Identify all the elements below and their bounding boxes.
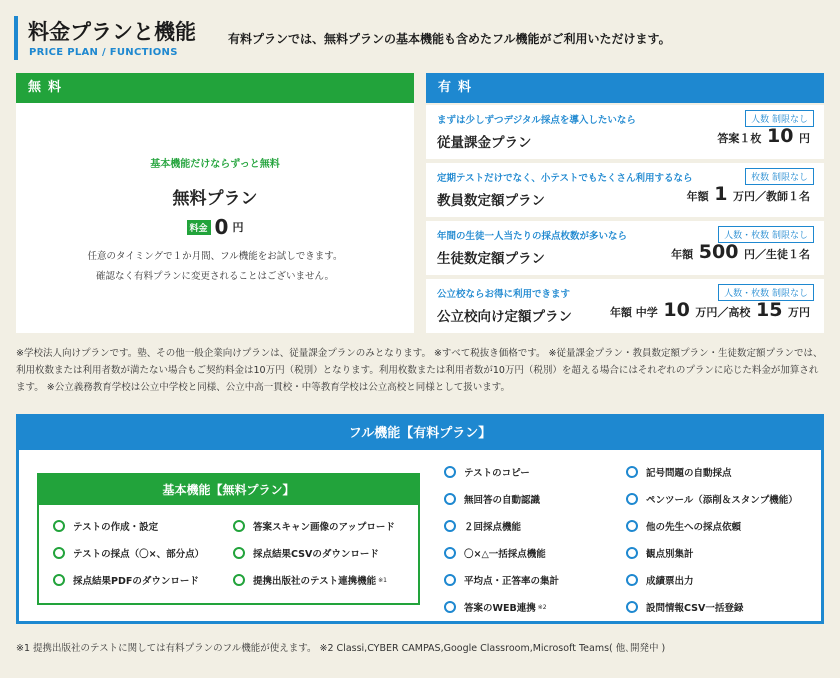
feature-label: ２回採点機能 [464,522,522,533]
feature-label: 採点結果PDFのダウンロード [73,576,199,587]
price-badge: 料金 [187,220,211,235]
price-value-high-school: 15 [755,299,783,321]
feature-item [626,546,694,560]
feature-item [626,519,741,533]
feature-item [53,519,158,533]
circle-icon [626,601,638,613]
price-value: 500 [698,241,739,263]
price-unit: 万円／教師１名 [733,190,810,203]
page-title: 料金プランと機能 [28,20,196,44]
feature-label: テストの作成・設定 [73,522,159,533]
feature-label: 成績票出力 [646,576,694,587]
plan-tagline: まずは少しずつデジタル採点を導入したいなら [437,115,636,126]
free-plan-heading: 無料 [16,73,414,103]
paid-plan-panel [426,73,824,333]
free-plan-note [16,247,414,287]
plan-tagline: 公立校ならお得に利用できます [437,289,571,300]
free-plan-tagline: 基本機能だけならずっと無料 [150,159,280,170]
circle-icon [233,520,245,532]
plan-row-public-school [426,279,824,333]
page-subtitle: PRICE PLAN / FUNCTIONS [29,47,178,58]
circle-icon [444,466,456,478]
feature-item [626,573,694,587]
circle-icon [626,574,638,586]
feature-item [444,465,530,479]
basic-features-heading: 基本機能【無料プラン】 [39,475,418,505]
price-value: 10 [663,299,690,321]
plan-limit-badge: 人数・枚数 制限なし [718,226,814,243]
price-unit: 万円／高校 [695,306,751,319]
price-prefix: 年額 [671,248,694,261]
feature-label: 答案スキャン画像のアップロード [253,522,395,533]
feature-label: 平均点・正答率の集計 [464,576,560,587]
footnote-marker: ※1 [378,576,387,584]
feature-label: 答案のWEB連携 [464,603,536,614]
plan-price [671,241,810,263]
feature-item [444,492,540,506]
price-unit: 円 [232,221,244,234]
circle-icon [233,574,245,586]
plan-row-metered [426,105,824,159]
full-features-panel [16,414,824,624]
circle-icon [444,493,456,505]
feature-label: 〇×△一括採点機能 [464,549,546,560]
circle-icon [626,547,638,559]
circle-icon [53,547,65,559]
feature-label: テストのコピー [464,468,530,479]
features-footnote: ※1 提携出版社のテストに関しては有料プランのフル機能が使えます。 ※2 Classi,CYBER CAMPAS,Google Classroom,Microsoft Teams( 他､開発中 ) [16,643,666,654]
feature-label: ペンツール（添削＆スタンプ機能） [646,495,798,506]
plan-row-student [426,221,824,275]
plan-price [610,299,810,321]
price-unit: 万円 [788,306,810,319]
paid-plan-heading: 有料 [426,73,824,103]
basic-features-box [37,473,420,605]
feature-item [444,573,559,587]
price-prefix: 年額 中学 [609,306,658,319]
price-prefix: 年額 [686,190,709,203]
circle-icon [626,520,638,532]
footnote-marker: ※2 [537,603,547,611]
circle-icon [626,493,638,505]
circle-icon [444,547,456,559]
circle-icon [444,574,456,586]
feature-item [233,546,379,560]
price-unit: 円／生徒１名 [744,248,810,261]
circle-icon [626,466,638,478]
feature-label: 無回答の自動認識 [464,495,541,506]
free-plan-name: 無料プラン [172,189,258,209]
free-note-line: 確認なく有料プランに変更されることはございません。 [95,271,335,282]
feature-item [444,519,521,533]
circle-icon [53,520,65,532]
feature-item [444,546,546,560]
price-unit: 円 [799,132,810,145]
feature-item [626,492,798,506]
feature-label: 観点別集計 [646,549,694,560]
plan-name: 教員数定額プラン [437,193,545,209]
header-accent-bar [14,16,18,60]
plan-name: 公立校向け定額プラン [437,309,572,325]
plan-price [687,183,810,205]
feature-label: テストの採点（〇×、部分点） [73,549,205,560]
circle-icon [233,547,245,559]
price-value: 0 [214,215,229,239]
pricing-footnote: ※学校法人向けプランです。塾、その他一般企業向けプランは、従量課金プランのみとなります。 ※すべて税抜き価格です。 ※従量課金プラン・教員数定額プラン・生徒数定額プランでは、利用枚数または利用者数が満たない場合もご契約料金は10万円（税別）となります。利用枚数または利用者数が10万円（税別）を超える場合にはそれぞれのプランに応じた料金が加算されます。 ※公立義務教育学校は公立中学校と同様、公立中高一貫校・中等教育学校は公立高校と同様として扱います。 [16,348,823,393]
plan-price [717,125,810,147]
circle-icon [444,601,456,613]
plan-name: 従量課金プラン [437,135,532,151]
feature-item [53,546,204,560]
plan-row-teacher [426,163,824,217]
plan-limit-badge: 人数 制限なし [745,110,814,127]
header-description: 有料プランでは、無料プランの基本機能も含めたフル機能がご利用いただけます。 [228,32,671,46]
feature-label: 他の先生への採点依頼 [646,522,742,533]
circle-icon [53,574,65,586]
feature-item [626,465,732,479]
feature-label: 設問情報CSV一括登録 [646,603,744,614]
plan-tagline: 定期テストだけでなく、小テストでもたくさん利用するなら [437,173,693,184]
feature-item [626,600,743,614]
plan-name: 生徒数定額プラン [437,251,545,267]
feature-label: 提携出版社のテスト連携機能 [253,576,377,587]
full-features-heading: フル機能【有料プラン】 [19,417,821,450]
plan-limit-badge: 人数・枚数 制限なし [718,284,814,301]
price-value: 10 [766,125,794,147]
price-prefix: 答案１枚 [717,132,762,145]
plan-tagline: 年間の生徒一人当たりの採点枚数が多いなら [437,231,628,242]
circle-icon [444,520,456,532]
feature-item [233,573,387,587]
free-plan-price [16,215,414,239]
free-note-line: 任意のタイミングで１か月間、フル機能をお試しできます。 [87,251,343,262]
feature-item [444,600,547,614]
free-plan-panel [16,73,414,333]
plan-limit-badge: 枚数 制限なし [745,168,814,185]
feature-label: 記号問題の自動採点 [646,468,732,479]
price-value: 1 [714,183,728,205]
feature-item [53,573,199,587]
feature-label: 採点結果CSVのダウンロード [253,549,379,560]
feature-item [233,519,395,533]
